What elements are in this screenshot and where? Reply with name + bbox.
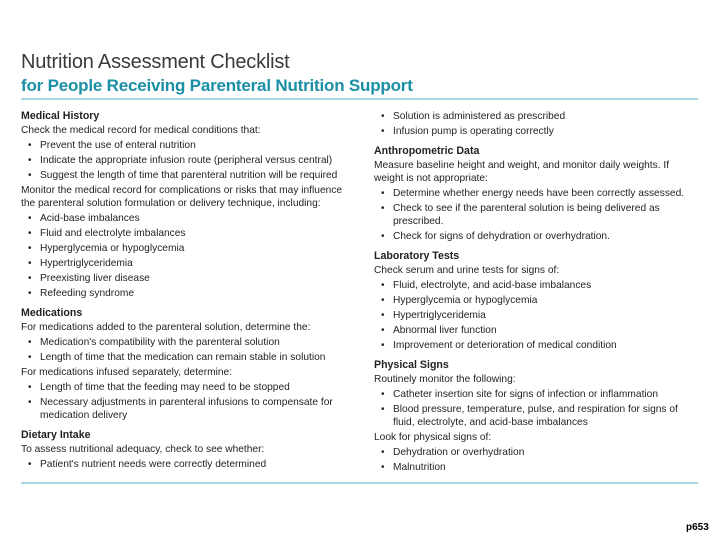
list-item: • Infusion pump is operating correctly — [374, 125, 694, 138]
page-number: p653 — [686, 522, 709, 533]
list-item: • Improvement or deterioration of medical condition — [374, 339, 694, 352]
list-item: • Check for signs of dehydration or overhydration. — [374, 230, 694, 243]
right-column — [374, 110, 694, 476]
laboratory-list — [374, 279, 694, 352]
list-item: • Hyperglycemia or hypoglycemia — [21, 242, 351, 255]
list-item: • Hyperglycemia or hypoglycemia — [374, 294, 694, 307]
dietary-intake-heading: Dietary Intake — [21, 429, 91, 441]
medications-intro-2: For medications infused separately, determine: — [21, 367, 233, 378]
bottom-rule — [21, 482, 698, 484]
medications-heading: Medications — [21, 307, 83, 319]
medications-separate-list — [21, 381, 351, 422]
list-item: • Refeeding syndrome — [21, 287, 351, 300]
dietary-intake-continued-list — [374, 110, 694, 138]
list-item: • Medication's compatibility with the parenteral solution — [21, 336, 351, 349]
physical-signs-list — [374, 388, 694, 429]
laboratory-intro: Check serum and urine tests for signs of: — [374, 265, 560, 276]
list-item: • Fluid and electrolyte imbalances — [21, 227, 351, 240]
laboratory-heading: Laboratory Tests — [374, 250, 460, 262]
dietary-intake-list — [21, 458, 351, 471]
checklist-subtitle: for People Receiving Parenteral Nutrition Support — [21, 76, 413, 95]
dietary-intake-intro: To assess nutritional adequacy, check to see whether: — [21, 444, 265, 455]
list-item: • Fluid, electrolyte, and acid-base imbalances — [374, 279, 694, 292]
medical-history-intro: Check the medical record for medical conditions that: — [21, 125, 261, 136]
list-item: • Dehydration or overhydration — [374, 446, 694, 459]
list-item: • Catheter insertion site for signs of infection or inflammation — [374, 388, 694, 401]
list-item: • Determine whether energy needs have been correctly assessed. — [374, 187, 694, 200]
list-item: • Length of time that the feeding may need to be stopped — [21, 381, 351, 394]
list-item: • Length of time that the medication can remain stable in solution — [21, 351, 351, 364]
list-item: • Solution is administered as prescribed — [374, 110, 694, 123]
list-item: • Hypertriglyceridemia — [374, 309, 694, 322]
list-item: • Acid-base imbalances — [21, 212, 351, 225]
medical-history-intro-2: Monitor the medical record for complications or risks that may influence the parenteral solution formulation or delivery technique, including: — [21, 185, 343, 209]
list-item: • Patient's nutrient needs were correctly determined — [21, 458, 351, 471]
list-item: • Blood pressure, temperature, pulse, and respiration for signs of fluid, electrolyte, and acid-base imbalances — [374, 403, 694, 429]
medical-history-risk-list — [21, 212, 351, 300]
list-item: • Suggest the length of time that parenteral nutrition will be required — [21, 169, 351, 182]
anthropometric-list — [374, 187, 694, 243]
medications-list — [21, 336, 351, 364]
checklist-title: Nutrition Assessment Checklist — [21, 51, 290, 73]
list-item: • Necessary adjustments in parenteral infusions to compensate for medication delivery — [21, 396, 351, 422]
medical-history-heading: Medical History — [21, 110, 100, 122]
medications-intro: For medications added to the parenteral solution, determine the: — [21, 322, 311, 333]
list-item: • Prevent the use of enteral nutrition — [21, 139, 351, 152]
list-item: • Abnormal liver function — [374, 324, 694, 337]
anthropometric-intro: Measure baseline height and weight, and monitor daily weights. If weight is not appropriate: — [374, 160, 670, 184]
list-item: • Check to see if the parenteral solution is being delivered as prescribed. — [374, 202, 694, 228]
medical-history-list — [21, 139, 351, 182]
top-rule — [21, 98, 698, 100]
physical-signs-intro-2: Look for physical signs of: — [374, 432, 492, 443]
list-item: • Hypertriglyceridemia — [21, 257, 351, 270]
list-item: • Preexisting liver disease — [21, 272, 351, 285]
physical-signs-intro: Routinely monitor the following: — [374, 374, 516, 385]
physical-signs-look-list — [374, 446, 694, 474]
anthropometric-heading: Anthropometric Data — [374, 145, 480, 157]
physical-signs-heading: Physical Signs — [374, 359, 449, 371]
list-item: • Indicate the appropriate infusion route (peripheral versus central) — [21, 154, 351, 167]
list-item: • Malnutrition — [374, 461, 694, 474]
left-column — [21, 110, 351, 473]
